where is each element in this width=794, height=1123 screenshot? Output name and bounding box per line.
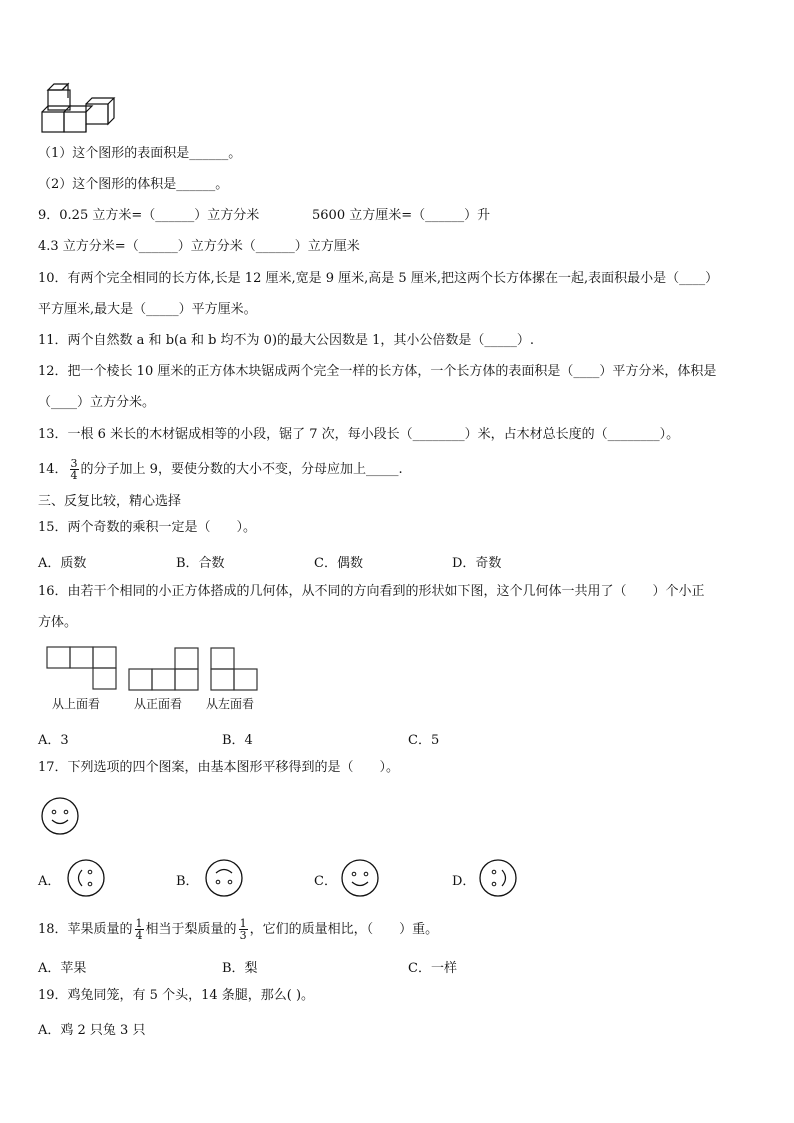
fraction-three-quarters (70, 458, 79, 481)
fraction-denominator: 4 (135, 929, 143, 942)
q9-line2: 4.3 立方分米=（______）立方分米（______）立方厘米 (38, 239, 360, 254)
caption-top-view: 从上面看 (52, 697, 101, 711)
q16-line1: 16．由若干个相同的小正方体搭成的几何体，从不同的方向看到的形状如下图，这个几何体一共用了（ ）个小正 (38, 584, 705, 599)
translated-smiley-c-icon (340, 858, 380, 898)
caption-front-view: 从正面看 (134, 697, 183, 711)
q8-sub1: （1）这个图形的表面积是______。 (38, 146, 242, 161)
fraction-denominator: 3 (239, 929, 247, 942)
q16-option-c[interactable]: C．5 (408, 733, 440, 748)
q15-option-c[interactable]: C．偶数 (314, 556, 363, 571)
q14-suffix: 的分子加上 9，要使分数的大小不变，分母应加上_____. (80, 462, 403, 477)
q8-sub2: （2）这个图形的体积是______。 (38, 177, 229, 192)
q17-option-d[interactable]: D． (452, 874, 476, 889)
top-view-figure (46, 646, 118, 692)
fraction-numerator: 1 (135, 917, 143, 930)
q10-line2: 平方厘米,最大是（_____）平方厘米。 (38, 302, 257, 317)
q19-option-a[interactable]: A．鸡 2 只兔 3 只 (38, 1023, 146, 1038)
fraction-numerator: 1 (239, 917, 247, 930)
q18-suffix: ，它们的质量相比，（ ）重。 (249, 922, 439, 937)
fraction-one-quarter (135, 918, 144, 941)
q13: 13．一根 6 米长的木材锯成相等的小段，锯了 7 次，每小段长（________）米，占木材总长度的（________）。 (38, 427, 680, 442)
q15-stem: 15．两个奇数的乘积一定是（ ）。 (38, 520, 257, 535)
q9-line1b: 5600 立方厘米=（______）升 (312, 208, 491, 223)
q17-option-a[interactable]: A． (38, 874, 61, 889)
q18-option-a[interactable]: A．苹果 (38, 961, 87, 976)
q16-line2: 方体。 (38, 615, 78, 630)
q18 (38, 912, 438, 948)
section3-heading: 三、反复比较，精心选择 (38, 494, 182, 509)
q14 (38, 458, 403, 482)
q18-prefix: 18．苹果质量的 (38, 922, 133, 937)
q9-line1a: 9．0.25 立方米=（______）立方分米 (38, 208, 260, 223)
q15-option-a[interactable]: A．质数 (38, 556, 87, 571)
smiley-face-icon (40, 796, 80, 836)
fraction-one-third (239, 918, 248, 941)
q14-prefix: 14． (38, 462, 68, 477)
left-view-figure (210, 646, 262, 692)
q10-line1: 10．有两个完全相同的长方体,长是 12 厘米,宽是 9 厘米,高是 5 厘米,把这两个长方体摞在一起,表面积最小是（____） (38, 271, 719, 286)
rotated-smiley-a-icon (66, 858, 106, 898)
q12-line2: （____）立方分米。 (38, 395, 156, 410)
q16-option-b[interactable]: B．4 (222, 733, 253, 748)
q11: 11．两个自然数 a 和 b(a 和 b 均不为 0)的最大公因数是 1，其小公倍数是（_____）. (38, 333, 535, 348)
q12-line1: 12．把一个棱长 10 厘米的正方体木块锯成两个完全一样的长方体，一个长方体的表面积是（____）平方分米，体积是 (38, 364, 717, 379)
q16-option-a[interactable]: A．3 (38, 733, 69, 748)
q18-option-b[interactable]: B．梨 (222, 961, 258, 976)
cube-arrangement-figure (40, 82, 116, 134)
q15-option-d[interactable]: D．奇数 (452, 556, 502, 571)
q17-stem: 17．下列选项的四个图案，由基本图形平移得到的是（ ）。 (38, 760, 400, 775)
q15-option-b[interactable]: B．合数 (176, 556, 225, 571)
caption-left-view: 从左面看 (206, 697, 255, 711)
q18-mid: 相当于梨质量的 (145, 922, 237, 937)
q17-option-c[interactable]: C． (314, 874, 337, 889)
front-view-figure (128, 646, 200, 692)
q18-option-c[interactable]: C．一样 (408, 961, 457, 976)
q19-stem: 19．鸡兔同笼，有 5 个头，14 条腿，那么( )。 (38, 988, 315, 1003)
fraction-denominator: 4 (70, 469, 78, 482)
q17-option-b[interactable]: B． (176, 874, 199, 889)
rotated-smiley-d-icon (478, 858, 518, 898)
fraction-numerator: 3 (70, 457, 78, 470)
rotated-smiley-b-icon (204, 858, 244, 898)
